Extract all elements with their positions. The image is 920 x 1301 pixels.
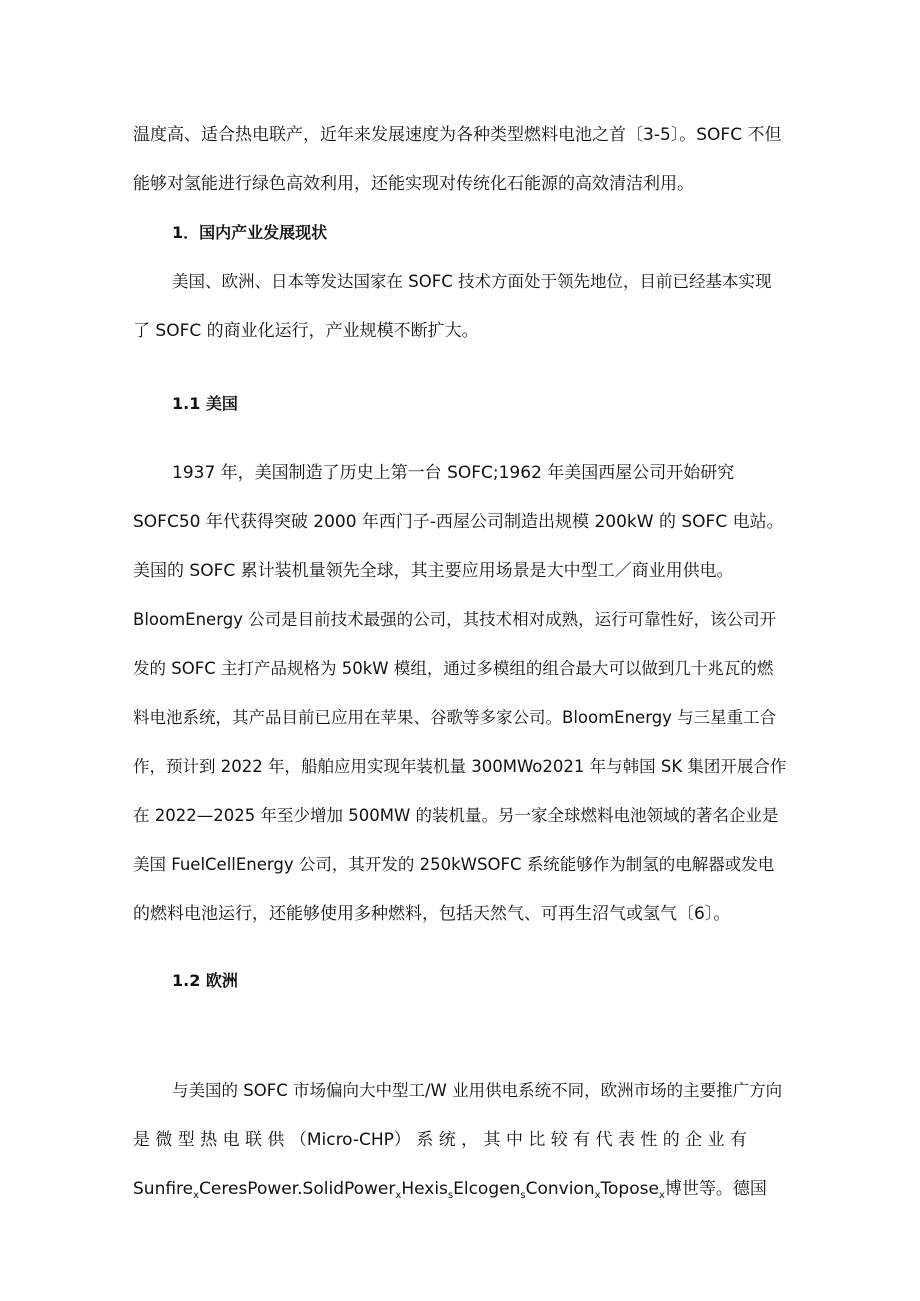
section-1-line-2: 了 SOFC 的商业化运行，产业规模不断扩大。	[133, 321, 479, 341]
subscript-mark: x	[193, 1190, 200, 1201]
subscript-mark: s	[447, 1190, 454, 1201]
section-1-heading: 1．国内产业发展现状	[172, 223, 328, 242]
us-paragraph-line: 作，预计到 2022 年，船舶应用实现年装机量 300MWo2021 年与韩国 SK 集团开展合作	[133, 757, 787, 776]
subscript-mark: x	[658, 1190, 665, 1201]
us-paragraph-line: 美国 FuelCellEnergy 公司，其开发的 250kWSOFC 系统能够作为制氢的电解器或发电	[133, 855, 775, 874]
us-paragraph-line: 在 2022—2025 年至少增加 500MW 的装机量。另一家全球燃料电池领域的著名企业是	[133, 806, 779, 825]
section-1-line-1: 美国、欧洲、日本等发达国家在 SOFC 技术方面处于领先地位，目前已经基本实现	[172, 272, 772, 291]
europe-line-1: 与美国的 SOFC 市场偏向大中型工/W 业用供电系统不同，欧洲市场的主要推广方向	[172, 1081, 783, 1100]
subscript-mark: x	[395, 1190, 402, 1201]
intro-line-1	[133, 124, 789, 146]
us-paragraph-line: 1937 年，美国制造了历史上第一台 SOFC;1962 年美国西屋公司开始研究	[172, 463, 735, 483]
intro-line-2: 能够对氢能进行绿色高效利用，还能实现对传统化石能源的高效清洁利用。	[133, 174, 694, 194]
company-hexis: Hexis	[401, 1179, 448, 1199]
subscript-mark: s	[520, 1190, 526, 1201]
company-convion: Convion	[525, 1179, 595, 1199]
us-paragraph-line: 发的 SOFC 主打产品规格为 50kW 模组，通过多模组的组合最大可以做到几十兆瓦的燃	[133, 659, 774, 678]
company-ceres: CeresPower.SolidPower	[199, 1179, 396, 1199]
europe-line-3	[133, 1178, 789, 1200]
us-paragraph-line: 的燃料电池运行，还能够使用多种燃料，包括天然气、可再生沼气或氢气〔6〕。	[133, 904, 731, 924]
subscript-mark: x	[594, 1190, 601, 1201]
us-paragraph-line: SOFC50 年代获得突破 2000 年西门子-西屋公司制造出规模 200kW 的 SOFC 电站。	[133, 512, 784, 532]
section-1-2-heading: 1.2 欧洲	[172, 971, 238, 990]
line-tail: 博世等。德国	[664, 1179, 767, 1199]
intro-line-1-text: 温度高、适合热电联产，近年来发展速度为各种类型燃料电池之首〔3-5〕。SOFC 不但	[133, 125, 782, 145]
section-1-1-heading: 1.1 美国	[172, 394, 238, 413]
us-paragraph-line: 料电池系统，其产品目前已应用在苹果、谷歌等多家公司。BloomEnergy 与三星重工合	[133, 708, 777, 727]
company-sunfire: Sunfire	[133, 1179, 194, 1199]
company-topose: Topose	[600, 1179, 659, 1199]
company-elcogen: Elcogen	[453, 1179, 521, 1199]
europe-line-2: 是 微 型 热 电 联 供 （Micro-CHP） 系 统 ， 其 中 比 较 有 代 表 性 的 企 业 有	[133, 1130, 747, 1150]
us-paragraph-line: 美国的 SOFC 累计装机量领先全球，其主要应用场景是大中型工／商业用供电。	[133, 561, 734, 581]
us-paragraph-line: BloomEnergy 公司是目前技术最强的公司，其技术相对成熟，运行可靠性好，该公司开	[133, 610, 777, 629]
